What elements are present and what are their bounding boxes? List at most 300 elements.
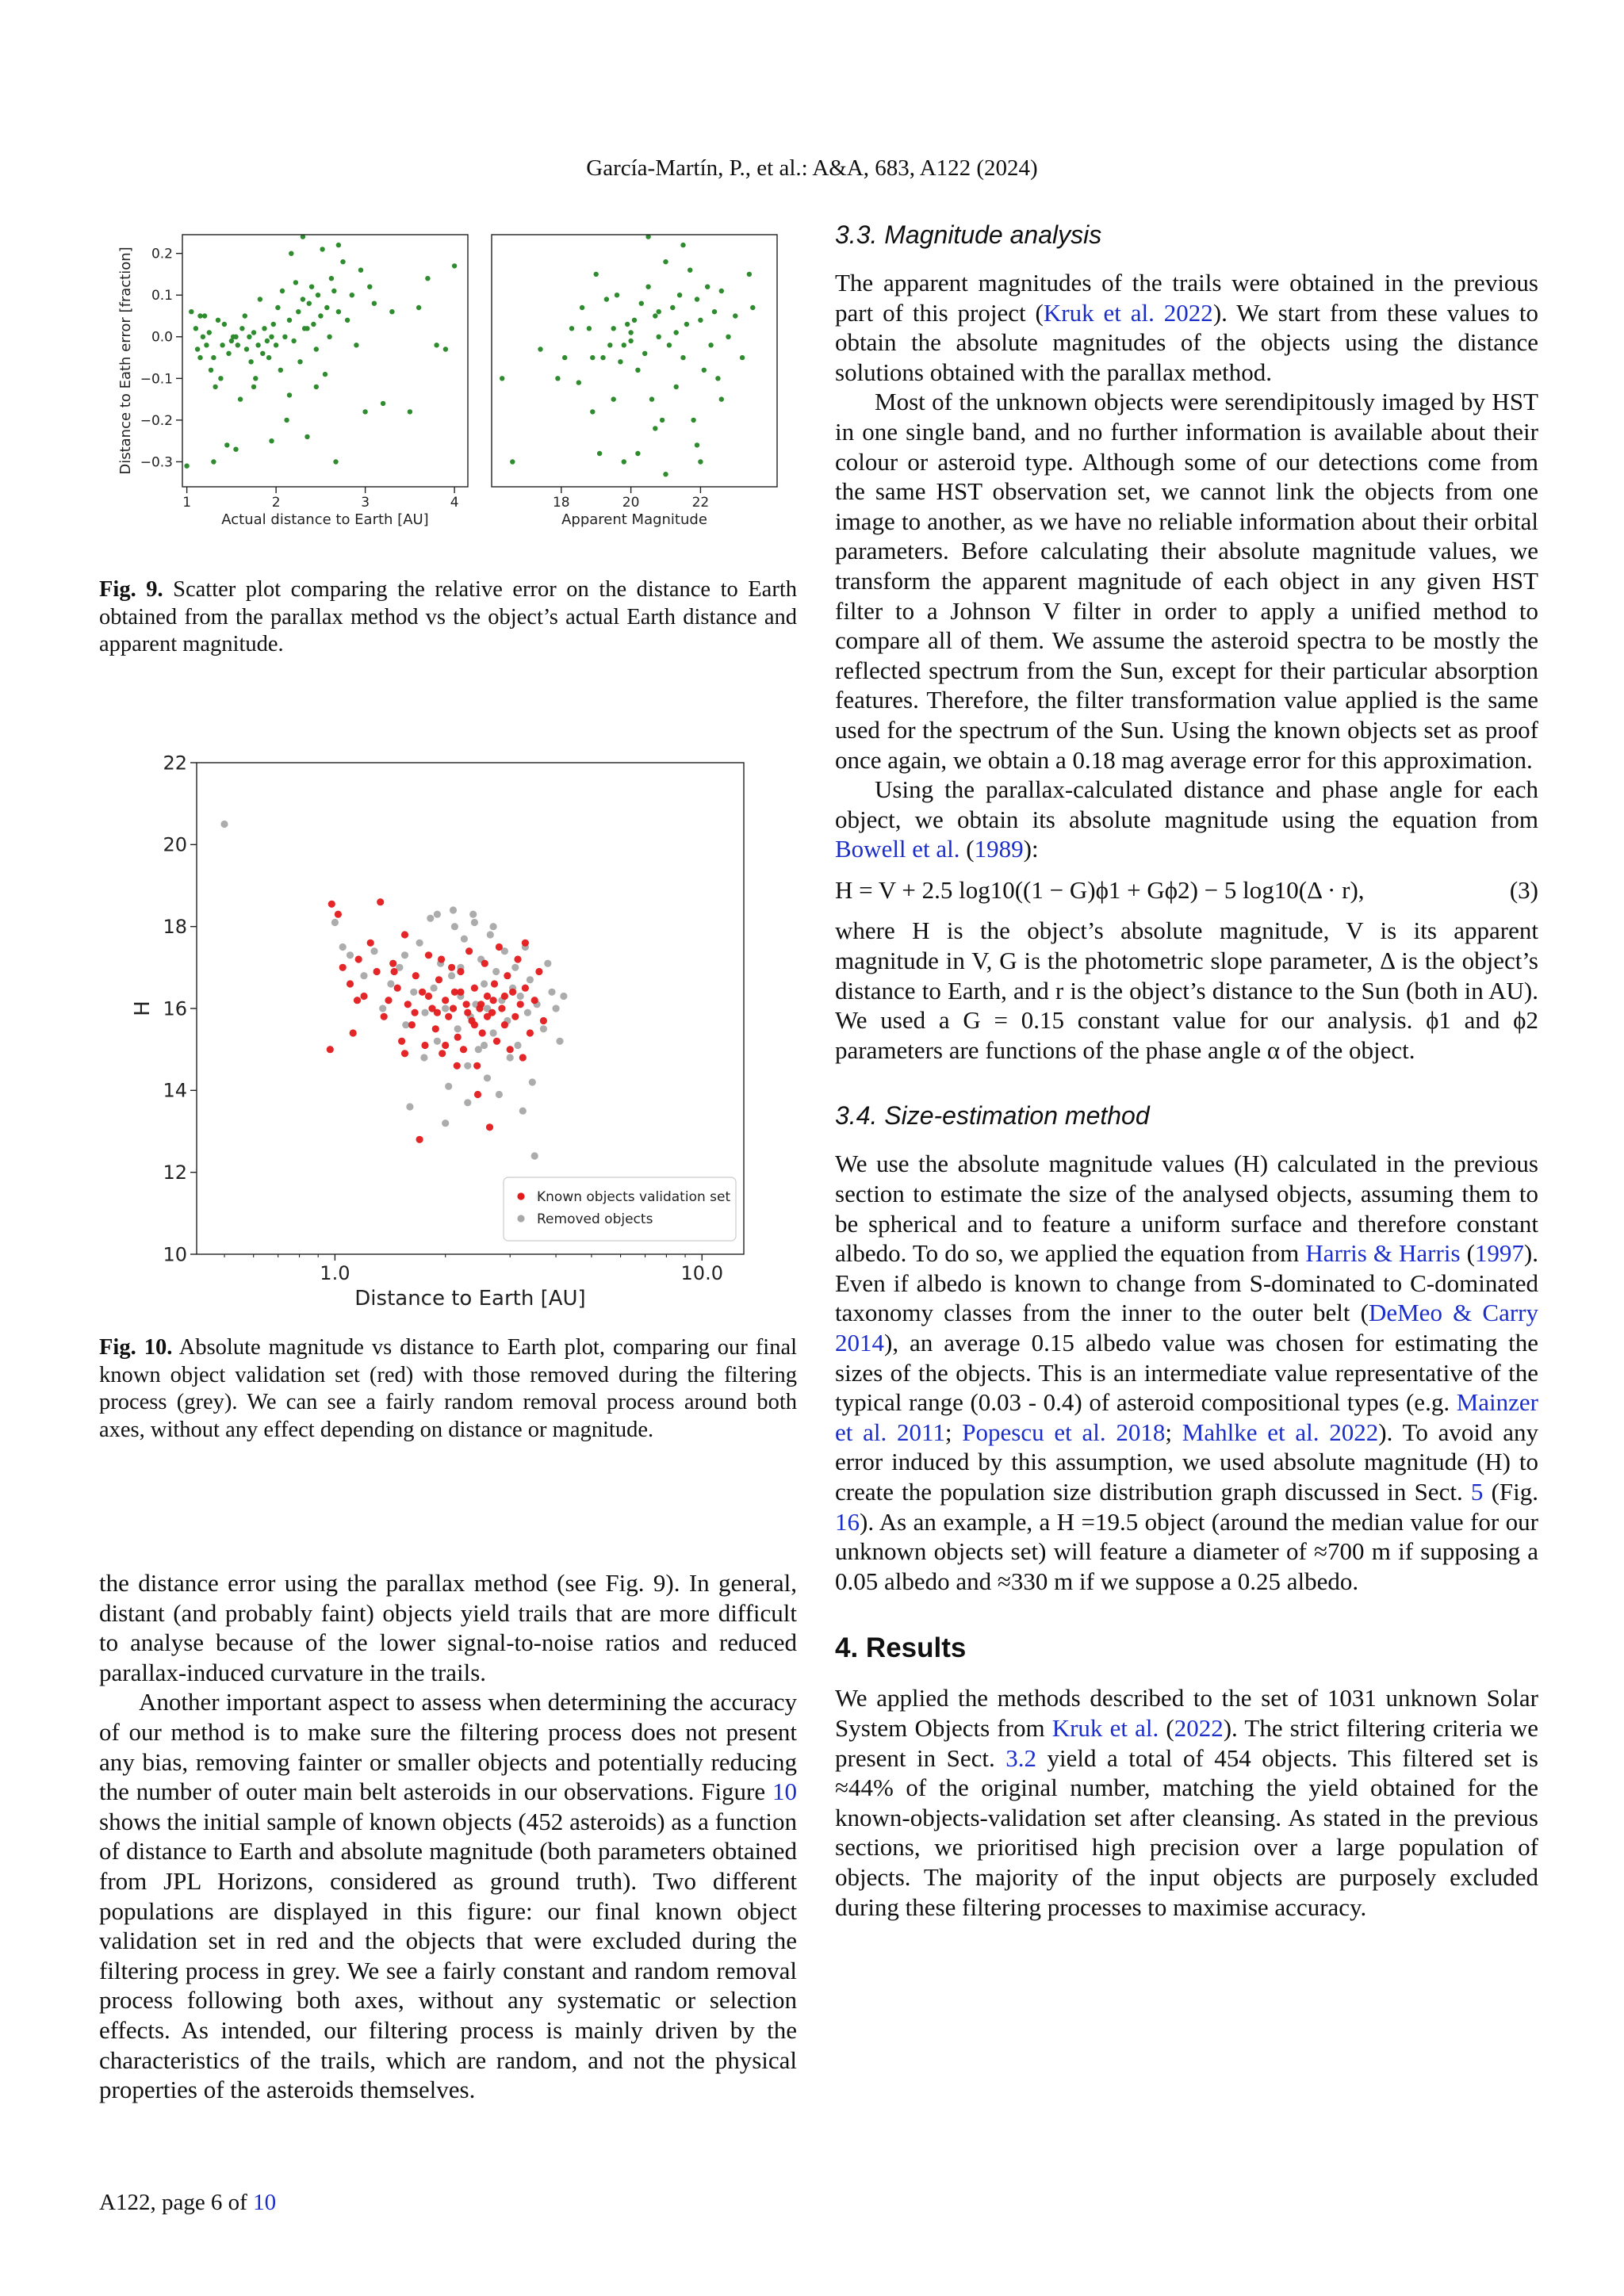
data-point-points-63 [329,276,334,281]
data-point-points-3 [195,346,200,351]
y-tick-label: 14 [163,1079,187,1102]
data-point-points-53 [307,301,312,306]
left-p2-text-a: Another important aspect to assess when determining the accuracy of our method is to make sure the filtering process does not present any bias, removing fainter or smaller objects and potentially reducing the number of outer main belt asteroids in our observations. Figure [99,1688,797,1806]
data-point-points-72 [362,409,367,414]
y-tick-label: 10 [163,1243,187,1266]
data-point-known-objects-validation-set-23 [425,951,432,959]
legend-label-1: Removed objects [537,1211,653,1227]
data-point-points-45 [289,251,293,256]
data-point-points-54 [309,285,314,289]
data-point-removed-objects-43 [514,1042,521,1049]
x-tick-label: 18 [552,495,570,511]
kruk-2022-link[interactable]: Kruk et al. 2022 [1043,298,1213,327]
data-point-known-objects-validation-set-17 [404,1001,412,1008]
data-point-points-57 [316,293,320,297]
data-point-points-33 [262,326,266,331]
data-point-known-objects-validation-set-8 [367,939,374,947]
data-point-points-40 [698,318,703,323]
harris-link[interactable]: Harris & Harris [1305,1239,1461,1268]
data-point-removed-objects-50 [531,1152,538,1159]
data-point-points-60 [674,330,679,335]
data-point-points-38 [691,418,695,423]
fig9-caption-label: Fig. 9. [99,577,163,602]
y-tick-label: 12 [163,1161,187,1184]
data-point-points-91 [197,313,202,318]
data-point-points-39 [695,297,699,301]
data-point-known-objects-validation-set-30 [448,964,455,971]
harris-year-link[interactable]: 1997 [1474,1239,1524,1268]
x-tick-label: 2 [271,495,281,511]
mahlke-link[interactable]: Mahlke et al. 2022 [1182,1418,1379,1446]
s33-p3-text-b: ): [1023,835,1039,863]
s33-p2-text: Most of the unknown objects were serendipitously imaged by HST in one single band, and no further information is available about their colour or asteroid type. Although some of our detections come from the same HST observation set, we cannot link the objects from one image to another, as we have no reliable information about their orbital parameters. Before calculating their absolute magnitude values, we transform the apparent magnitude of each object in any given HST filter to a Johnson V filter in order to apply a unified method to compare all of them. We assume the asteroid spectra to be mostly the reflected spectrum from the Sun, except for their particular absorption features. Therefore, the filter transformation value applied is the same used for the spectrum of the Sun. Using the known objects set as proof once again, we obtain a 0.18 mag average error for this approximation. [835,388,1538,774]
data-point-known-objects-validation-set-41 [479,1029,486,1036]
data-point-removed-objects-65 [420,1054,427,1061]
data-point-points-61 [622,342,626,347]
data-point-known-objects-validation-set-66 [477,1001,485,1008]
data-point-known-objects-validation-set-29 [445,1013,452,1020]
data-point-removed-objects-16 [434,1038,441,1045]
section-heading-3-3: 3.3. Magnitude analysis [835,220,1102,249]
data-point-known-objects-validation-set-73 [412,1009,419,1016]
data-point-removed-objects-7 [387,980,394,987]
data-point-known-objects-validation-set-18 [408,1021,416,1028]
data-point-points-64 [695,442,699,447]
data-point-known-objects-validation-set-75 [454,1062,461,1070]
data-point-points-32 [670,305,675,310]
data-point-points-74 [372,301,377,306]
data-point-removed-objects-66 [481,1042,488,1049]
s4-paragraph: We applied the methods described to the set of 1031 unknown Solar System Objects from Kruk et al. (2022). The strict filtering criteria we present in Sect. 3.2 yield a total of 454 objects. This filtered set is ≈44% of the original number, matching the yield obtained for the known-objects-validation set after cleansing. As stated in the previous sections, we prioritised high precision over a large population of objects. The majority of the input objects are purposely excluded during these filtering processes to maximise accuracy. [835,1684,1538,1921]
kruk-year-link[interactable]: 2022 [1174,1713,1224,1742]
legend-box [504,1177,736,1241]
data-point-removed-objects-58 [560,993,567,1000]
data-point-points-32 [260,351,265,356]
data-point-known-objects-validation-set-79 [354,997,361,1004]
equation-body: H = V + 2.5 log10((1 − G)ϕ1 + Gϕ2) − 5 log10(Δ · r), [835,875,1365,904]
y-axis-label: H [131,1001,155,1016]
data-point-points-57 [663,472,668,476]
data-point-points-47 [293,280,298,285]
data-point-removed-objects-54 [544,960,551,967]
data-point-points-17 [618,359,622,364]
data-point-points-16 [224,442,229,447]
equation-number: (3) [1509,875,1538,904]
data-point-known-objects-validation-set-53 [509,989,516,996]
data-point-known-objects-validation-set-32 [454,1034,462,1041]
data-point-removed-objects-12 [416,939,423,947]
data-point-known-objects-validation-set-48 [496,943,503,951]
data-point-points-79 [425,276,430,281]
data-point-removed-objects-57 [556,1038,563,1045]
data-point-points-15 [611,326,616,331]
data-point-points-17 [226,351,231,356]
data-point-known-objects-validation-set-51 [504,972,511,979]
data-point-points-3 [555,376,560,381]
y-axis-label: Distance to Eath error [fraction] [117,247,134,475]
s34-text-e: (Fig. [1483,1477,1539,1506]
s34-text-f: ). As an example, a H =19.5 object (around the median value for our unknown objects set) will feature a diameter of ≈700 m if supposing a 0.05 albedo and ≈330 m if we suppose a 0.25 albedo. [835,1507,1538,1595]
demeo-link[interactable]: DeMeo & Carry 2014 [835,1299,1538,1357]
data-point-points-29 [253,376,258,381]
data-point-known-objects-validation-set-43 [484,993,491,1000]
data-point-points-73 [367,285,372,289]
data-point-removed-objects-4 [360,972,367,979]
data-point-points-6 [576,380,581,385]
data-point-known-objects-validation-set-39 [473,1062,481,1070]
section-heading-3-4: 3.4. Size-estimation method [835,1101,1150,1131]
s4-text-c: yield a total of 454 objects. This filtered set is ≈44% of the original number, matching the yield obtained for the known-objects-validation set after cleansing. As stated in the previous sections, we prioritised high precision over a large population of objects. The majority of the input objects are purposely excluded during these filtering processes to maximise accuracy. [835,1743,1538,1921]
data-point-points-64 [331,289,336,293]
s33-paragraph-1 [835,268,1538,387]
fig10-caption-label: Fig. 10. [99,1335,173,1360]
data-point-known-objects-validation-set-12 [385,997,392,1004]
data-point-points-35 [266,355,271,360]
left-p2-text-b: shows the initial sample of known objects (452 asteroids) as a function of distance to Earth and absolute magnitude (both parameters obtained from JPL Horizons, considered as ground truth). Two different populations are displayed in this figure: our final known object validation set in red and the objects that were excluded during the filtering process in grey. We see a fairly constant and random removal process following both axes, without any systematic or selection effects. As intended, our filtering process is mainly driven by the characteristics of the trails, which are random, and not the physical properties of the asteroids themselves. [99,1807,797,2104]
data-point-known-objects-validation-set-5 [350,1029,357,1036]
data-point-known-objects-validation-set-7 [360,993,367,1000]
data-point-points-46 [291,339,296,343]
data-point-points-2 [193,326,198,331]
x-axis-label: Actual distance to Earth [AU] [221,511,429,528]
data-point-points-58 [318,313,323,318]
data-point-points-55 [311,322,316,327]
mainzer-link[interactable]: Mainzer et al. 2011 [835,1388,1538,1446]
x-axis-label: Distance to Earth [AU] [354,1287,586,1311]
data-point-points-12 [600,355,605,360]
data-point-points-59 [320,247,324,251]
data-point-points-4 [197,355,202,360]
fig10-link[interactable]: 10 [772,1777,797,1806]
data-point-removed-objects-53 [540,1025,547,1032]
left-paragraph-2 [99,1687,797,2104]
data-point-known-objects-validation-set-36 [465,947,473,955]
data-point-known-objects-validation-set-34 [460,1046,467,1053]
data-point-removed-objects-40 [507,1054,514,1061]
s33-paragraph-4 [835,916,1538,1065]
data-point-points-68 [345,318,350,323]
y-tick-label: −0.1 [140,371,173,388]
data-point-known-objects-validation-set-10 [377,898,384,905]
data-point-points-14 [607,342,612,347]
data-point-points-11 [213,385,217,389]
data-point-points-52 [304,434,309,439]
data-point-known-objects-validation-set-3 [339,964,347,971]
data-point-points-22 [635,368,640,373]
y-tick-label: 16 [163,997,187,1020]
data-point-points-44 [712,309,717,314]
data-point-known-objects-validation-set-59 [527,1029,534,1036]
data-point-removed-objects-63 [464,1099,471,1106]
data-point-known-objects-validation-set-1 [328,901,335,908]
legend-label-0: Known objects validation set [537,1189,731,1205]
data-point-removed-objects-1 [331,919,339,926]
page-footer [99,2190,276,2216]
data-point-removed-objects-35 [492,968,500,975]
data-point-points-0 [500,376,504,381]
sect5-link[interactable]: 5 [1470,1477,1484,1506]
data-point-known-objects-validation-set-56 [517,1001,524,1008]
data-point-points-27 [248,359,253,364]
section-heading-4: 4. Results [835,1632,967,1664]
data-point-known-objects-validation-set-67 [490,997,497,1004]
s4-text-a: We applied the methods described to the set of 1031 unknown Solar System Objects from [835,1684,1538,1742]
data-point-points-47 [726,335,730,339]
running-head: García-Martín, P., et al.: A&A, 683, A122 (2024) [586,155,1038,181]
data-point-known-objects-validation-set-22 [421,1042,428,1049]
data-point-points-88 [269,438,274,443]
data-point-known-objects-validation-set-47 [493,1038,500,1045]
data-point-known-objects-validation-set-81 [501,993,508,1000]
bowell-link[interactable]: Bowell et al. [835,835,960,863]
data-point-points-75 [381,401,385,406]
data-point-known-objects-validation-set-69 [457,989,464,996]
legend-marker-0 [517,1192,524,1200]
data-point-known-objects-validation-set-2 [335,911,342,918]
data-point-points-26 [649,396,654,401]
data-point-points-50 [301,297,305,301]
data-point-removed-objects-14 [427,915,434,922]
data-point-points-49 [297,359,302,364]
data-point-removed-objects-0 [220,821,228,828]
data-point-points-56 [314,346,319,351]
data-point-known-objects-validation-set-78 [522,939,529,947]
data-point-points-1 [510,459,515,464]
data-point-points-31 [258,297,262,301]
data-point-points-11 [597,451,602,456]
data-point-points-71 [358,268,363,273]
data-point-removed-objects-47 [524,1009,531,1016]
data-point-points-25 [645,285,650,289]
data-point-points-31 [667,342,672,347]
data-point-removed-objects-27 [469,911,477,918]
data-point-points-5 [201,335,205,339]
x-tick-label: 1.0 [320,1262,350,1284]
data-point-known-objects-validation-set-42 [481,960,488,967]
data-point-removed-objects-31 [481,980,488,987]
data-point-points-48 [733,313,737,318]
data-point-points-30 [255,342,260,347]
data-point-points-8 [587,326,592,331]
fig10-panel [131,752,744,1311]
data-point-points-69 [350,293,354,297]
data-point-known-objects-validation-set-20 [416,1136,423,1143]
data-point-known-objects-validation-set-49 [498,1004,505,1012]
s33-p3-text-a: Using the parallax-calculated distance and phase angle for each object, we obtain its absolute magnitude using the equation from [835,775,1538,833]
s33-paragraph-2 [835,387,1538,775]
data-point-points-5 [569,326,574,331]
data-point-points-20 [628,339,633,343]
data-point-known-objects-validation-set-9 [373,968,381,975]
legend-marker-1 [517,1215,524,1222]
s33-p1-text-a: The apparent magnitudes of the trails were obtained in the previous part of this project ( [835,269,1538,327]
data-point-points-23 [639,301,644,306]
data-point-known-objects-validation-set-60 [531,997,538,1004]
left-p1-text: the distance error using the parallax method (see Fig. 9). In general, distant (and probably faint) objects yield trails that are more difficult to analyse because of the lower signal-to-noise ratios and reduced parallax-induced curvature in the trails. [99,1569,797,1686]
data-point-known-objects-validation-set-15 [398,1038,405,1045]
data-point-known-objects-validation-set-27 [439,1050,446,1057]
y-tick-label: 0.1 [151,288,173,304]
data-point-points-41 [702,368,707,373]
data-point-points-36 [269,335,274,339]
data-point-points-42 [282,335,287,339]
data-point-points-40 [278,368,283,373]
equation-3 [835,875,1538,905]
data-point-points-43 [284,418,289,423]
fig9-caption-text: Scatter plot comparing the relative error on the distance to Earth obtained from the parallax method vs the object’s actual Earth distance and apparent magnitude. [99,577,797,656]
data-point-points-33 [674,385,679,389]
data-point-points-21 [632,318,637,323]
data-point-removed-objects-55 [548,989,555,996]
data-point-known-objects-validation-set-54 [511,1013,519,1020]
data-point-points-81 [443,346,448,351]
fig10-caption-text: Absolute magnitude vs distance to Earth plot, comparing our final known object validation set (red) with those removed during the filtering process (grey). We can see a fairly random removal process around both axes, without any effect depending on distance or magnitude. [99,1335,798,1442]
data-point-points-42 [705,285,710,289]
fig9-right-panel [492,234,777,528]
data-point-removed-objects-25 [464,1062,471,1070]
fig16-link[interactable]: 16 [835,1507,860,1536]
y-tick-label: −0.3 [140,454,173,471]
data-point-known-objects-validation-set-35 [463,1001,470,1008]
y-tick-label: 22 [163,752,187,775]
data-point-points-35 [680,355,685,360]
data-point-points-25 [244,346,249,351]
fig10-scatter-plot [127,745,785,1316]
data-point-known-objects-validation-set-52 [507,1046,514,1053]
bowell-year-link[interactable]: 1989 [974,835,1024,863]
data-point-removed-objects-3 [347,951,354,959]
data-point-removed-objects-49 [529,1078,536,1085]
data-point-points-37 [688,268,692,273]
data-point-points-82 [452,263,457,268]
y-tick-label: 0.0 [151,329,173,346]
data-point-points-24 [642,351,647,356]
data-point-points-62 [327,335,331,339]
data-point-points-85 [251,385,256,389]
data-point-known-objects-validation-set-76 [474,1091,481,1098]
data-point-known-objects-validation-set-19 [412,972,419,979]
s34-text-c: ), an average 0.15 albedo value was chosen for estimating the sizes of the objects. This is an intermediate value representative of the typical range (0.03 - 0.4) of asteroid compositional types (e.g. [835,1329,1538,1417]
data-point-removed-objects-15 [431,985,438,992]
fig9-caption [99,576,797,659]
data-point-removed-objects-2 [339,943,347,951]
data-point-points-21 [236,342,240,347]
data-point-known-objects-validation-set-64 [450,1004,457,1012]
popescu-link[interactable]: Popescu et al. 2018 [962,1418,1166,1446]
footer-page-text: A122, page 6 of [99,2190,254,2215]
y-tick-label: −0.2 [140,412,173,429]
data-point-known-objects-validation-set-62 [540,1017,547,1024]
data-point-known-objects-validation-set-13 [389,960,396,967]
data-point-points-87 [287,392,292,397]
data-point-points-44 [287,318,292,323]
sect3-2-link[interactable]: 3.2 [1005,1743,1037,1772]
data-point-points-41 [280,289,285,293]
data-point-known-objects-validation-set-46 [491,980,498,987]
data-point-points-39 [275,305,280,310]
data-point-removed-objects-44 [517,993,524,1000]
kruk-link[interactable]: Kruk et al. [1051,1713,1159,1742]
data-point-points-30 [663,259,668,264]
data-point-points-0 [184,464,189,469]
data-point-points-48 [296,309,301,314]
data-point-known-objects-validation-set-14 [394,985,401,992]
data-point-points-9 [590,355,595,360]
data-point-known-objects-validation-set-16 [401,931,408,938]
y-tick-label: 20 [163,833,187,856]
data-point-removed-objects-11 [410,989,417,996]
data-point-points-92 [304,326,309,331]
data-point-points-50 [747,272,752,277]
data-point-points-65 [653,426,657,430]
data-point-removed-objects-20 [448,972,455,979]
data-point-points-55 [635,451,640,456]
data-point-points-63 [590,409,595,414]
data-point-removed-objects-22 [454,1025,462,1032]
data-point-points-59 [628,330,633,335]
footer-total-pages-link[interactable]: 10 [253,2190,277,2215]
data-point-points-22 [238,396,243,401]
data-point-known-objects-validation-set-44 [486,1123,493,1131]
data-point-points-86 [233,335,238,339]
fig9-left-panel [117,234,468,528]
data-point-known-objects-validation-set-58 [522,985,529,992]
s33-p4-text: where H is the object’s absolute magnitude, V is its apparent magnitude in V, G is the photometric slope parameter, Δ is the object’s distance to Earth, and r is the object’s distance to the Sun (both in AU). We used a G = 0.15 constant value for our analysis. ϕ1 and ϕ2 parameters are functions of the phase angle α of the object. [835,916,1538,1064]
data-point-points-29 [660,418,665,423]
data-point-removed-objects-13 [421,1009,428,1016]
data-point-points-58 [657,309,661,314]
data-point-points-7 [204,342,209,347]
data-point-removed-objects-61 [434,911,441,918]
data-point-points-20 [233,447,238,452]
data-point-known-objects-validation-set-21 [419,989,426,996]
data-point-points-53 [680,243,685,247]
data-point-known-objects-validation-set-77 [401,1050,408,1057]
data-point-points-7 [580,305,584,310]
data-point-removed-objects-5 [370,947,377,955]
data-point-removed-objects-48 [527,976,534,983]
x-tick-label: 22 [691,495,710,511]
data-point-points-38 [274,342,278,347]
data-point-removed-objects-6 [379,1004,386,1012]
data-point-known-objects-validation-set-11 [381,1013,388,1020]
s34-text-a: We use the absolute magnitude values (H) calculated in the previous section to estimate the size of the analysed objects, assuming them to be spherical and to feature a uniform surface and therefore constant albedo. To do so, we applied the equation from [835,1150,1538,1268]
data-point-known-objects-validation-set-55 [514,955,521,962]
y-tick-label: 0.2 [151,246,173,262]
data-point-removed-objects-42 [511,964,519,971]
data-point-points-76 [389,309,394,314]
data-point-points-19 [625,322,630,327]
data-point-points-34 [677,293,682,297]
s4-text-b: ). The strict filtering criteria we present in Sect. [835,1713,1538,1772]
fig10-caption [99,1334,797,1444]
data-point-points-1 [189,309,193,314]
data-point-points-66 [336,309,341,314]
data-point-removed-objects-36 [496,1091,503,1098]
x-tick-label: 20 [622,495,640,511]
data-point-known-objects-validation-set-74 [438,955,445,962]
data-point-removed-objects-21 [451,923,458,930]
data-point-points-37 [271,322,276,327]
left-paragraph-1 [99,1568,797,1687]
data-point-known-objects-validation-set-80 [442,1042,449,1049]
data-point-points-45 [715,376,720,381]
data-point-points-70 [354,342,358,347]
y-tick-label: 18 [163,916,187,939]
data-point-removed-objects-32 [484,1074,491,1081]
data-point-points-43 [708,342,713,347]
data-point-known-objects-validation-set-63 [425,993,432,1000]
